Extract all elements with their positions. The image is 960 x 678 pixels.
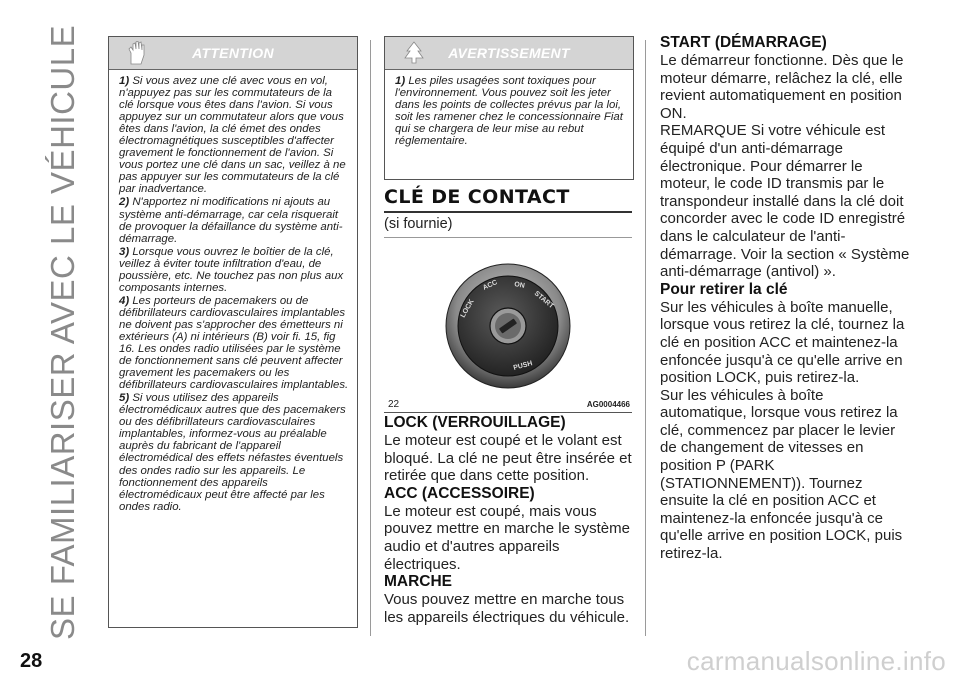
- warning-item-number: 3): [119, 245, 130, 258]
- text-heading: ACC (ACCESSOIRE): [384, 484, 535, 502]
- figure-number: 22: [388, 399, 400, 410]
- text-paragraph: Le démarreur fonctionne. Dès que le moteur démarre, relâchez la clé, elle revient automatiquement en position ON.: [660, 52, 904, 122]
- warning-item-number: 1): [395, 75, 406, 87]
- ignition-switch-illustration: [434, 258, 582, 394]
- text-paragraph: Vous pouvez mettre en marche tous les appareils électriques du véhicule.: [384, 591, 630, 626]
- label-on: ON: [513, 281, 526, 290]
- column-divider-left: [370, 40, 371, 636]
- warning-item-number: 4): [119, 294, 130, 307]
- watermark: carmanualsonline.info: [686, 646, 946, 676]
- figure-code: AG0004466: [586, 400, 630, 409]
- page-number: 28: [20, 650, 43, 672]
- warning-item-number: 5): [119, 392, 130, 405]
- attention-title: ATTENTION: [192, 45, 274, 61]
- text-heading: MARCHE: [384, 573, 453, 591]
- chapter-side-title: [0, 0, 96, 678]
- warning-item-text: Lorsque vous ouvrez le boîtier de la clé, veillez à éviter toute infiltration d'eau, de poussière, etc. Ne touchez pas non plus aux composants internes.: [119, 245, 344, 294]
- warning-item: [119, 196, 349, 244]
- text-heading: LOCK (VERROUILLAGE): [384, 414, 566, 431]
- label-lock: LOCK: [459, 298, 476, 319]
- chapter-title-text: SE FAMILIARISER AVEC LE VÉHICULE: [44, 24, 81, 640]
- warning-item-text: Les porteurs de pacemakers ou de défibrillateurs cardiovasculaires implantables ne doivent pas s'approcher des émetteurs ni extérieurs (A) ni intérieurs (B) voir fi. 15, fig 16. Les ondes radio utilisées par le système de fonctionnement sans clé peuvent affecter gravement les pacemakers ou les défibrillateurs cardiovasculaires implantables.: [119, 294, 349, 392]
- text-paragraph: Sur les véhicules à boîte manuelle, lorsque vous retirez la clé, tournez la clé en position ACC et maintenez-la enfoncée jusqu'à ce qu'elle arrive en position LOCK, puis retirez-la.: [660, 298, 905, 387]
- warning-item-number: 2): [119, 196, 130, 209]
- avertissement-box: [384, 36, 634, 180]
- warning-item-text: Si vous avez une clé avec vous en vol, n'appuyez pas sur les commutateurs de la clé lorsque vous êtes dans l'avion. Si vous appuyez sur un commutateur alors que vous êtes dans l'avion, la clé émet des ondes électromagnétiques susceptibles d'affecter gravement le fonctionnement de l'avion. Si vous portez une clé dans un sac, veillez à ne pas appuyer sur les commutateurs de la clé par inadvertance.: [119, 75, 346, 196]
- attention-header: [109, 37, 357, 70]
- attention-box: [108, 36, 358, 628]
- text-paragraph: Le moteur est coupé et le volant est bloqué. La clé ne peut être insérée et retirée que dans cette position.: [384, 432, 632, 485]
- avertissement-header: [385, 37, 633, 70]
- text-heading: Pour retirer la clé: [660, 280, 788, 298]
- text-paragraph: Le moteur est coupé, mais vous pouvez mettre en marche le système audio et d'autres appareils électriques.: [384, 502, 630, 573]
- warning-item-text: Si vous utilisez des appareils électromédicaux autres que des pacemakers ou des défibrillateurs cardiovasculaires implantables, informez-vous au préalable auprès du fabricant de l'appareil électromédical des effets néfastes éventuels des ondes radio sur les appareils. Le fonctionnement des appareils électromédicaux peut être affecté par les ondes radio.: [119, 392, 346, 513]
- section-title: CLÉ DE CONTACT: [384, 186, 632, 213]
- section-subtitle: (si fournie): [384, 216, 632, 238]
- avertissement-title: AVERTISSEMENT: [448, 45, 570, 61]
- label-push: PUSH: [512, 360, 534, 372]
- text-paragraph: REMARQUE Si votre véhicule est équipé d'un anti-démarrage électronique. Pour démarrer le moteur, le code ID transmis par le transpondeur installé dans la clé doit concorder avec le code ID enregistré dans le calculateur de l'anti-démarrage. Voir la section « Système anti-démarrage (antivol) ».: [660, 122, 910, 281]
- warning-item: [395, 75, 625, 147]
- label-acc: ACC: [481, 279, 499, 292]
- label-start: START: [532, 290, 555, 311]
- warning-item: [119, 75, 349, 195]
- warning-item-number: 1): [119, 75, 130, 87]
- column-divider-right: [645, 40, 646, 636]
- warning-item: [119, 392, 349, 512]
- ignition-figure: [384, 240, 632, 413]
- warning-item: [119, 295, 349, 391]
- attention-body: [109, 70, 357, 518]
- avertissement-body: [385, 70, 633, 152]
- text-heading: START (DÉMARRAGE): [660, 34, 827, 51]
- right-column-text: [660, 34, 910, 563]
- warning-item-text: N'apportez ni modifications ni ajouts au système anti-démarrage, car cela risquerait de provoquer la défaillance du système anti-démarrage.: [119, 196, 343, 245]
- text-paragraph: Sur les véhicules à boîte automatique, lorsque vous retirez la clé, commencez par placer le levier de changement de vitesses en position P (PARK (STATIONNEMENT)). Tournez ensuite la clé en position ACC et maintenez-la enfoncée jusqu'à ce qu'elle arrive en position LOCK, puis retirez-la.: [660, 386, 903, 563]
- warning-item-text: Les piles usagées sont toxiques pour l'environnement. Vous pouvez soit les jeter dans les points de collectes prévus par la loi, soit les ramener chez le concessionnaire Fiat qui se chargera de leur mise au rebut réglementaire.: [395, 75, 623, 148]
- middle-column-text: [384, 414, 634, 626]
- warning-item: [119, 246, 349, 294]
